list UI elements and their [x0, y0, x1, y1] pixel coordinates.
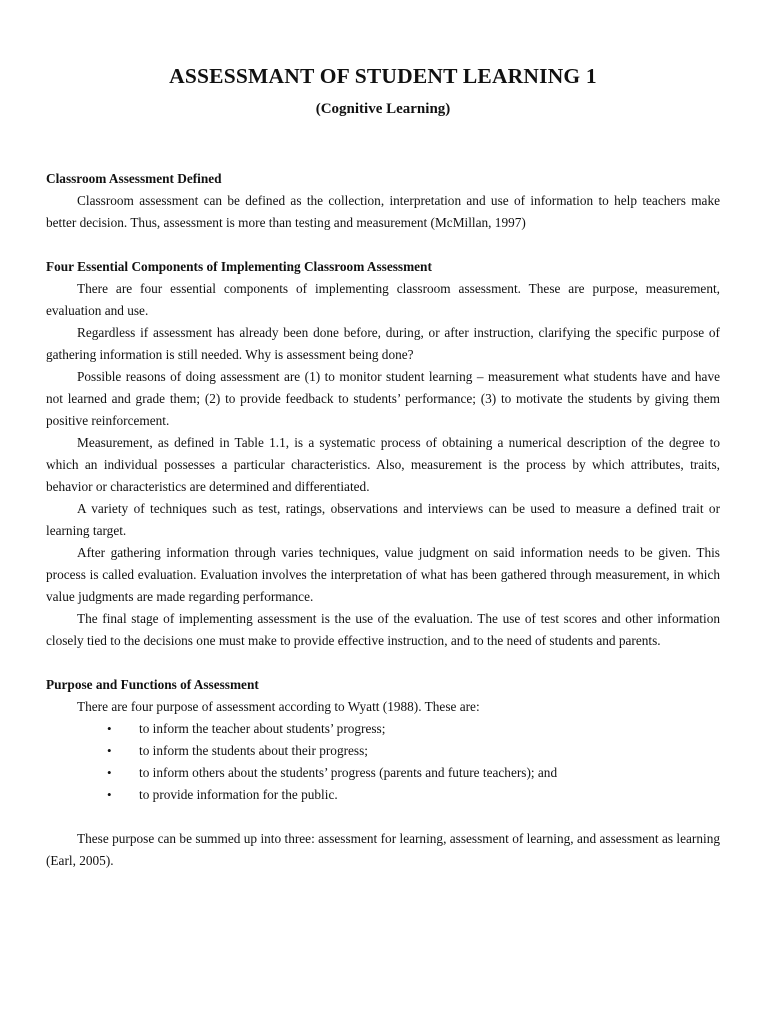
- paragraph: After gathering information through varies techniques, value judgment on said information needs to be given. This process is called evaluation. Evaluation involves the interpretation of what has been gathered through measurement, in which value judgments are made regarding performance.: [46, 545, 720, 604]
- list-item-text: to provide information for the public.: [139, 787, 338, 802]
- list-item-text: to inform the teacher about students’ progress;: [139, 721, 386, 736]
- closing-paragraph: These purpose can be summed up into three: assessment for learning, assessment of learning, and assessment as learning (Earl, 2005).: [46, 831, 720, 868]
- bullet-icon: •: [107, 721, 112, 736]
- bullet-list: [46, 718, 720, 806]
- paragraph: Measurement, as defined in Table 1.1, is a systematic process of obtaining a numerical description of the degree to which an individual possesses a particular characteristics. Also, measurement is the process by which attributes, traits, behavior or characteristics are determined and differentiated.: [46, 435, 720, 494]
- section-classroom-assessment-defined: [46, 168, 720, 234]
- document-title: ASSESSMANT OF STUDENT LEARNING 1: [169, 64, 597, 88]
- document-page: [46, 0, 720, 872]
- list-item-text: to inform others about the students’ progress (parents and future teachers); and: [139, 765, 558, 780]
- paragraph: The final stage of implementing assessment is the use of the evaluation. The use of test scores and other information closely tied to the decisions one must make to provide effective instruction, and to the need of students and parents.: [46, 611, 720, 648]
- section-four-essential-components: [46, 256, 720, 652]
- document-subtitle: (Cognitive Learning): [315, 101, 451, 117]
- list-item: [46, 718, 720, 740]
- section-heading: Classroom Assessment Defined: [46, 171, 222, 186]
- bullet-icon: •: [107, 765, 112, 780]
- list-item: [46, 762, 720, 784]
- paragraph: A variety of techniques such as test, ratings, observations and interviews can be used to measure a defined trait or learning target.: [46, 501, 720, 538]
- paragraph: There are four essential components of implementing classroom assessment. These are purpose, measurement, evaluation and use.: [46, 281, 720, 318]
- section-purpose-and-functions: [46, 674, 720, 872]
- bullet-icon: •: [107, 787, 112, 802]
- list-item: [46, 740, 720, 762]
- section-heading: Purpose and Functions of Assessment: [46, 677, 259, 692]
- bullet-icon: •: [107, 743, 112, 758]
- section-heading: Four Essential Components of Implementing Classroom Assessment: [46, 259, 432, 274]
- list-item-text: to inform the students about their progress;: [139, 743, 368, 758]
- paragraph: Regardless if assessment has already been done before, during, or after instruction, clarifying the specific purpose of gathering information is still needed. Why is assessment being done?: [46, 325, 720, 362]
- paragraph: Classroom assessment can be defined as the collection, interpretation and use of information to help teachers make better decision. Thus, assessment is more than testing and measurement (McMillan, 1997): [46, 193, 720, 230]
- paragraph: Possible reasons of doing assessment are (1) to monitor student learning – measurement what students have and have not learned and grade them; (2) to provide feedback to students’ performance; (3) to motivate the students by giving them positive reinforcement.: [46, 369, 720, 428]
- paragraph: There are four purpose of assessment according to Wyatt (1988). These are:: [77, 699, 480, 714]
- list-item: [46, 784, 720, 806]
